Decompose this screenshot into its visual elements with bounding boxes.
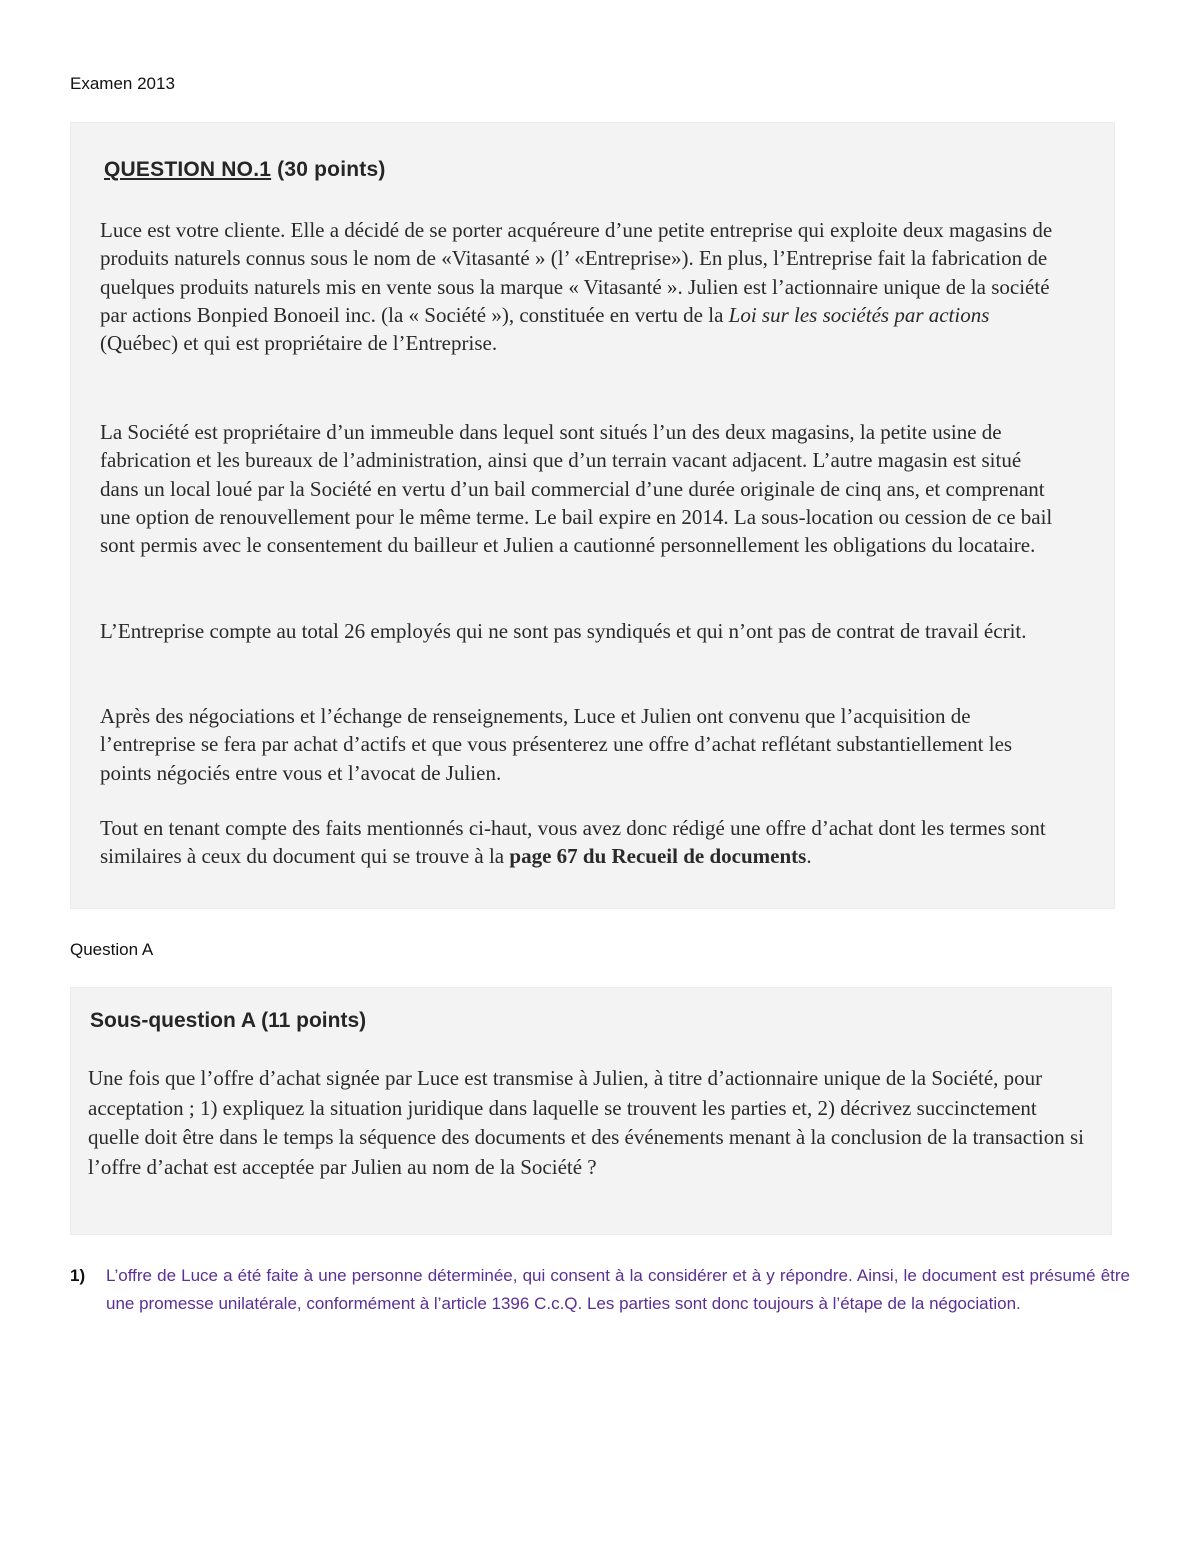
question-1-paragraph-4: Après des négociations et l’échange de renseignements, Luce et Julien ont convenu que l’acquisition de l’entreprise se fera par achat d’actifs et que vous présenterez une offre d’achat reflétant substantiellement les points négociés entre vous et l’avocat de Julien.	[100, 704, 1013, 785]
sous-question-a-title: Sous-question A (11 points)	[90, 1009, 367, 1032]
question-1-title	[104, 158, 386, 182]
document-reference: page 67 du Recueil de documents	[509, 844, 807, 869]
sous-question-a-text: Une fois que l’offre d’achat signée par Luce est transmise à Julien, à titre d’actionnaire unique de la Société, pour acceptation ; 1) expliquez la situation juridique dans laquelle se trouvent les parties et, 2) décrivez succinctement quelle doit être dans le temps la séquence des documents et des événements menant à la conclusion de la transaction si l’offre d’achat est acceptée par Julien au nom de la Société ?	[88, 1066, 1085, 1179]
document-header: Examen 2013	[70, 74, 175, 93]
answer-item	[70, 1262, 1130, 1317]
answer-number: 1)	[70, 1266, 86, 1285]
paragraph-1-text: Luce est votre cliente. Elle a décidé de se porter acquéreure d’une petite entreprise qui exploite deux magasins de produits naturels connus sous le nom de «Vitasanté » (l’ «Entreprise»). En plus, l’Entreprise fait la fabrication de quelques produits naturels mis en vente sous la marque « Vitasanté ». Julien est l’actionnaire unique de la société par actions Bonpied Bonoeil inc. (la « Société »), constituée en vertu de la	[100, 218, 1053, 327]
question-1-paragraph-1	[100, 216, 1060, 357]
question-1-scan	[70, 122, 1115, 909]
question-1-title-points: (30 points)	[271, 158, 386, 181]
sous-question-a-scan	[70, 987, 1112, 1235]
paragraph-5-text: Tout en tenant compte des faits mentionnés ci-haut, vous avez donc rédigé une offre d’achat dont les termes sont similaires à ceux du document qui se trouve à la	[100, 816, 1046, 869]
question-a-label: Question A	[70, 940, 154, 959]
question-1-paragraph-3: L’Entreprise compte au total 26 employés qui ne sont pas syndiqués et qui n’ont pas de contrat de travail écrit.	[100, 619, 1027, 643]
paragraph-1-end: (Québec) et qui est propriétaire de l’Entreprise.	[100, 331, 498, 356]
paragraph-5-end: .	[806, 844, 812, 869]
answer-text: L’offre de Luce a été faite à une personne déterminée, qui consent à la considérer et à y répondre. Ainsi, le document est présumé être une promesse unilatérale, conformément à l’article 1396 C.c.Q. Les parties sont donc toujours à l’étape de la négociation.	[106, 1266, 1130, 1313]
question-1-title-number: QUESTION NO.1	[104, 158, 272, 181]
question-1-paragraph-2: La Société est propriétaire d’un immeuble dans lequel sont situés l’un des deux magasins, la petite usine de fabrication et les bureaux de l’administration, ainsi que d’un terrain vacant adjacent. L’autre magasin est situé dans un local loué par la Société en vertu d’un bail commercial d’une durée originale de cinq ans, et comprenant une option de renouvellement pour le même terme. Le bail expire en 2014. La sous-location ou cession de ce bail sont permis avec le consentement du bailleur et Julien a cautionné personnellement les obligations du locataire.	[100, 420, 1053, 558]
law-title: Loi sur les sociétés par actions	[728, 302, 990, 327]
question-1-paragraph-5	[100, 814, 1060, 871]
